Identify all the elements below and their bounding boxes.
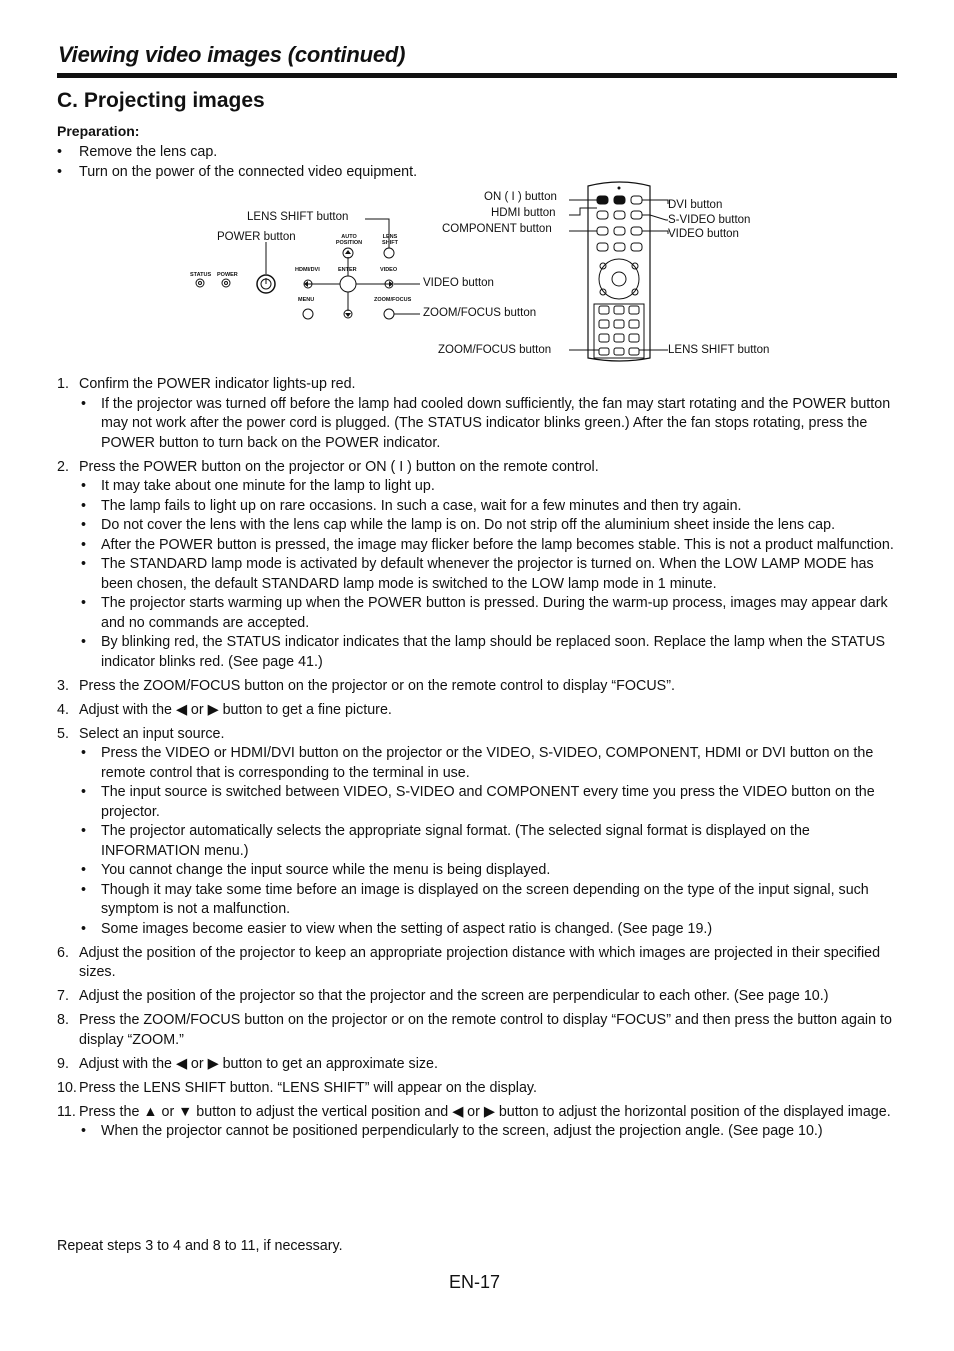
- remote-on-label: ON ( I ) button: [484, 191, 557, 203]
- step-number: 4.: [57, 701, 69, 718]
- step-text: Press the ZOOM/FOCUS button on the projector or on the remote control to display “FOCUS” and then press the button again to display “ZOOM.”: [79, 1012, 892, 1048]
- step-number: 11.: [57, 1103, 76, 1120]
- step-bullets: [79, 395, 897, 454]
- step-item: [57, 677, 897, 697]
- bullet-item: • After the POWER button is pressed, the image may flicker before the lamp becomes stable. This is not a product malfunction.: [79, 536, 897, 556]
- step-bullets: [79, 744, 897, 939]
- lens-shift-button-icon: [384, 248, 394, 258]
- panel-enter-text: ENTER: [338, 267, 357, 273]
- step-text: Confirm the POWER indicator lights-up red.: [79, 376, 356, 392]
- step-text: Press the ▲ or ▼ button to adjust the vertical position and ◀ or ▶ button to adjust the horizontal position of the displayed image.: [79, 1103, 891, 1120]
- preparation-label: Preparation:: [57, 123, 140, 139]
- step-item: [57, 1079, 897, 1099]
- step-item: [57, 458, 897, 673]
- step-text: Adjust with the ◀ or ▶ button to get a fine picture.: [79, 701, 392, 718]
- bullet-item: • The projector starts warming up when the POWER button is pressed. During the warm-up process, images may appear dark and no commands are accepted.: [79, 594, 897, 633]
- remote-hdmi-label: HDMI button: [491, 207, 556, 219]
- step-number: 8.: [57, 1012, 69, 1028]
- preparation-item: • Remove the lens cap.: [57, 143, 897, 163]
- bullet-item: • It may take about one minute for the lamp to light up.: [79, 477, 897, 497]
- step-item: [57, 987, 897, 1007]
- preparation-item: • Turn on the power of the connected video equipment.: [57, 163, 897, 183]
- section-title: C. Projecting images: [57, 89, 265, 112]
- step-number: 7.: [57, 988, 69, 1004]
- remote-zoom-focus-label: ZOOM/FOCUS button: [438, 344, 552, 356]
- bullet-item: • By blinking red, the STATUS indicator indicates that the lamp should be replaced soon. Replace the lamp when the STATUS indicator blinks red. (See page 41.): [79, 633, 897, 672]
- panel-auto-position-text: AUTO POSITION: [335, 234, 363, 246]
- step-number: 3.: [57, 677, 69, 694]
- preparation-list: [57, 143, 897, 182]
- bullet-item: • The STANDARD lamp mode is activated by default whenever the projector is turned on. When the LOW LAMP MODE has been chosen, the default STANDARD lamp mode is switched to the LOW lamp mode in 1 minute.: [79, 555, 897, 594]
- remote-video-label: VIDEO button: [668, 228, 739, 240]
- repeat-note: Repeat steps 3 to 4 and 8 to 11, if necessary.: [57, 1238, 343, 1254]
- remote-s-video-label: S-VIDEO button: [668, 214, 751, 226]
- lens-shift-label: LENS SHIFT button: [247, 211, 349, 223]
- step-text: Press the LENS SHIFT button. “LENS SHIFT” will appear on the display.: [79, 1079, 537, 1096]
- bullet-item: • The lamp fails to light up on rare occasions. In such a case, wait for a few minutes and then try again.: [79, 497, 897, 517]
- power-button-label: POWER button: [217, 231, 296, 243]
- step-text: Adjust the position of the projector to keep an appropriate projection distance with which images are projected in their specified sizes.: [79, 944, 881, 980]
- step-item: [57, 944, 897, 983]
- step-text: Press the ZOOM/FOCUS button on the projector or on the remote control to display “FOCUS”.: [79, 677, 675, 694]
- power-indicator-icon: [222, 279, 230, 287]
- step-number: 2.: [57, 458, 69, 475]
- bullet-item: • Press the VIDEO or HDMI/DVI button on the projector or the VIDEO, S-VIDEO, COMPONENT, HDMI or DVI button on the remote control that is corresponding to the terminal in use.: [79, 744, 897, 783]
- bullet-item: • The input source is switched between VIDEO, S-VIDEO and COMPONENT every time you press the VIDEO button on the projector.: [79, 783, 897, 822]
- bullet-item: • Do not cover the lens with the lens cap while the lamp is on. Do not strip off the aluminium sheet inside the lens cap.: [79, 516, 897, 536]
- step-number: 5.: [57, 725, 69, 742]
- bullet-item: • You cannot change the input source while the menu is being displayed.: [79, 861, 897, 881]
- panel-video-text: VIDEO: [380, 267, 398, 273]
- remote-component-label: COMPONENT button: [442, 223, 552, 235]
- step-number: 10.: [57, 1079, 77, 1096]
- step-text: Press the POWER button on the projector or ON ( I ) button on the remote control.: [79, 458, 599, 475]
- bullet-item: • Some images become easier to view when the setting of aspect ratio is changed. (See page 19.): [79, 920, 897, 940]
- step-item: [57, 701, 897, 721]
- bullet-item: • When the projector cannot be positioned perpendicularly to the screen, adjust the projection angle. (See page 10.): [79, 1122, 897, 1142]
- menu-button-icon: [303, 309, 313, 319]
- step-item: [57, 1011, 897, 1050]
- step-number: 9.: [57, 1055, 69, 1072]
- page-number: EN-17: [449, 1272, 501, 1292]
- step-item: [57, 1055, 897, 1075]
- remote-dvi-label: DVI button: [668, 199, 723, 211]
- step-text: Adjust the position of the projector so that the projector and the screen are perpendicular to each other. (See page 10.): [79, 988, 829, 1004]
- zoom-focus-button-icon: [384, 309, 394, 319]
- zoom-focus-button-label: ZOOM/FOCUS button: [423, 307, 537, 319]
- step-number: 1.: [57, 376, 69, 392]
- bullet-item: • Though it may take some time before an image is displayed on the screen depending on the type of the input signal, such symptom is not a malfunction.: [79, 881, 897, 920]
- step-text: Select an input source.: [79, 725, 225, 742]
- step-bullets: [79, 1122, 897, 1142]
- panel-menu-text: MENU: [298, 297, 315, 303]
- step-item: [57, 375, 897, 453]
- panel-status-text: STATUS: [190, 272, 212, 278]
- steps-list: [57, 375, 897, 1146]
- panel-lens-shift-text: LENS SHIFT: [382, 234, 398, 246]
- step-item: [57, 725, 897, 940]
- step-item: [57, 1103, 897, 1142]
- status-indicator-icon: [196, 279, 204, 287]
- control-panel-diagram: [180, 178, 800, 373]
- page-header-title: Viewing video images (continued): [58, 42, 406, 67]
- header-rule: [57, 73, 897, 78]
- step-number: 6.: [57, 944, 69, 961]
- panel-hdmi-dvi-text: HDMI/DVI: [295, 267, 320, 273]
- panel-power-text: POWER: [217, 272, 238, 278]
- step-bullets: [79, 477, 897, 672]
- enter-button-icon: [340, 276, 356, 292]
- video-button-label: VIDEO button: [423, 277, 494, 289]
- bullet-item: • If the projector was turned off before the lamp had cooled down sufficiently, the fan may start rotating and the POWER button may not work after the power cord is plugged. (The STATUS indicator blinks green.) After the fan stops rotating, press the POWER button to turn back on the POWER indicator.: [79, 395, 897, 454]
- step-text: Adjust with the ◀ or ▶ button to get an approximate size.: [79, 1055, 438, 1072]
- panel-zoom-focus-text: ZOOM/FOCUS: [374, 297, 412, 303]
- remote-lens-shift-label: LENS SHIFT button: [668, 344, 770, 356]
- bullet-item: • The projector automatically selects the appropriate signal format. (The selected signal format is displayed on the INFORMATION menu.): [79, 822, 897, 861]
